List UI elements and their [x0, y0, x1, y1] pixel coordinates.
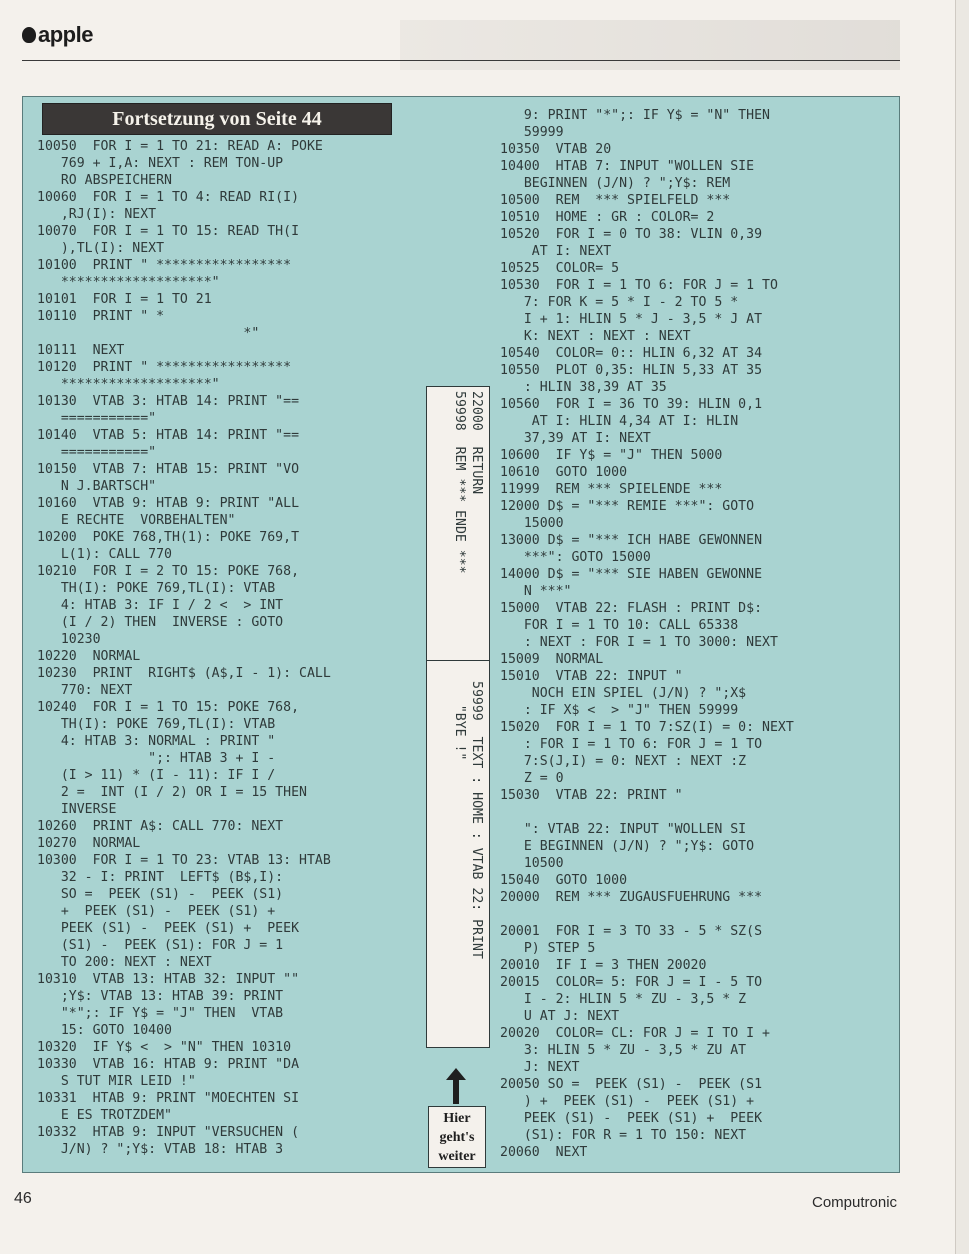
side-listing-bottom: 59999 TEXT : HOME : VTAB 22: PRINT "BYE !": [452, 681, 484, 959]
continue-line-3: weiter: [438, 1149, 476, 1164]
header-divider: [22, 60, 900, 61]
listing-right-column: 9: PRINT "*";: IF Y$ = "N" THEN 59999 10350 VTAB 20 10400 HTAB 7: INPUT "WOLLEN SIE BEGINNEN (J/N) ? ";Y$: REM 10500 REM *** SPIELFELD *** 10510 HOME : GR : COLOR= 2 10520 FOR I = 0 TO 38: VLIN 0,39 AT I: NEXT 10525 COLOR= 5 10530 FOR I = 1 TO 6: FOR J = 1 TO 7: FOR K = 5 * I - 2 TO 5 * I + 1: HLIN 5 * J - 3,5 * J AT K: NEXT : NEXT : NEXT 10540 COLOR= 0:: HLIN 6,32 AT 34 10550 PLOT 0,35: HLIN 5,33 AT 35 : HLIN 38,39 AT 35 10560 FOR I = 36 TO 39: HLIN 0,1 AT I: HLIN 4,34 AT I: HLIN 37,39 AT I: NEXT 10600 IF Y$ = "J" THEN 5000 10610 GOTO 1000 11999 REM *** SPIELENDE *** 12000 D$ = "*** REMIE ***": GOTO 15000 13000 D$ = "*** ICH HABE GEWONNEN ***": GOTO 15000 14000 D$ = "*** SIE HABEN GEWONNE N ***" 15000 VTAB 22: FLASH : PRINT D$: FOR I = 1 TO 10: CALL 65338 : NEXT : FOR I = 1 TO 3000: NEXT 15009 NORMAL 15010 VTAB 22: INPUT " NOCH EIN SPIEL (J/N) ? ";X$ : IF X$ < > "J" THEN 59999 15020 FOR I = 1 TO 7:SZ(I) = 0: NEXT : FOR I = 1 TO 6: FOR J = 1 TO 7:S(J,I) = 0: NEXT : NEXT :Z Z = 0 15030 VTAB 22: PRINT " ": VTAB 22: INPUT "WOLLEN SI E BEGINNEN (J/N) ? ";Y$: GOTO 10500 15040 GOTO 1000 20000 REM *** ZUGAUSFUEHRUNG *** 20001 FOR I = 3 TO 33 - 5 * SZ(S P) STEP 5 20010 IF I = 3 THEN 20020 20015 COLOR= 5: FOR J = I - 5 TO I - 2: HLIN 5 * ZU - 3,5 * Z U AT J: NEXT 20020 COLOR= CL: FOR J = I TO I + 3: HLIN 5 * ZU - 3,5 * ZU AT J: NEXT 20050 SO = PEEK (S1) - PEEK (S1 ) + PEEK (S1) - PEEK (S1) + PEEK (S1) - PEEK (S1) + PEEK (S1): FOR R = 1 TO 150: NEXT 20060 NEXT: [500, 108, 794, 1160]
side-listing-strip: [426, 386, 490, 1048]
header-background-ghost: [400, 20, 900, 70]
continue-here-box: [428, 1106, 486, 1168]
apple-icon: [22, 27, 36, 43]
continue-line-1: Hier: [443, 1111, 471, 1126]
page-number: 46: [14, 1190, 32, 1207]
side-divider: [427, 660, 489, 661]
apple-logo: [22, 22, 93, 48]
next-page-edge: [955, 0, 969, 1254]
listing-left-column: 10050 FOR I = 1 TO 21: READ A: POKE 769 + I,A: NEXT : REM TON-UP RO ABSPEICHERN 10060 FOR I = 1 TO 4: READ RI(I) ,RJ(I): NEXT 10070 FOR I = 1 TO 15: READ TH(I ),TL(I): NEXT 10100 PRINT " ***************** *******************" 10101 FOR I = 1 TO 21 10110 PRINT " * *" 10111 NEXT 10120 PRINT " ***************** *******************" 10130 VTAB 3: HTAB 14: PRINT "== ===========" 10140 VTAB 5: HTAB 14: PRINT "== ===========" 10150 VTAB 7: HTAB 15: PRINT "VO N J.BARTSCH" 10160 VTAB 9: HTAB 9: PRINT "ALL E RECHTE VORBEHALTEN" 10200 POKE 768,TH(1): POKE 769,T L(1): CALL 770 10210 FOR I = 2 TO 15: POKE 768, TH(I): POKE 769,TL(I): VTAB 4: HTAB 3: IF I / 2 < > INT (I / 2) THEN INVERSE : GOTO 10230 10220 NORMAL 10230 PRINT RIGHT$ (A$,I - 1): CALL 770: NEXT 10240 FOR I = 1 TO 15: POKE 768, TH(I): POKE 769,TL(I): VTAB 4: HTAB 3: NORMAL : PRINT " ";: HTAB 3 + I - (I > 11) * (I - 11): IF I / 2 = INT (I / 2) OR I = 15 THEN INVERSE 10260 PRINT A$: CALL 770: NEXT 10270 NORMAL 10300 FOR I = 1 TO 23: VTAB 13: HTAB 32 - I: PRINT LEFT$ (B$,I): SO = PEEK (S1) - PEEK (S1) + PEEK (S1) - PEEK (S1) + PEEK (S1) - PEEK (S1) + PEEK (S1) - PEEK (S1): FOR J = 1 TO 200: NEXT : NEXT 10310 VTAB 13: HTAB 32: INPUT "" ;Y$: VTAB 13: HTAB 39: PRINT "*";: IF Y$ = "J" THEN VTAB 15: GOTO 10400 10320 IF Y$ < > "N" THEN 10310 10330 VTAB 16: HTAB 9: PRINT "DA S TUT MIR LEID !" 10331 HTAB 9: PRINT "MOECHTEN SI E ES TROTZDEM" 10332 HTAB 9: INPUT "VERSUCHEN ( J/N) ? ";Y$: VTAB 18: HTAB 3: [37, 139, 331, 1157]
section-title: Fortsetzung von Seite 44: [42, 103, 392, 135]
side-listing-top: 22000 RETURN 59998 REM *** ENDE ***: [452, 391, 484, 574]
continue-line-2: geht's: [439, 1130, 475, 1145]
magazine-name: Computronic: [812, 1194, 898, 1211]
logo-text: apple: [38, 22, 93, 47]
up-arrow-icon: [436, 1066, 476, 1106]
